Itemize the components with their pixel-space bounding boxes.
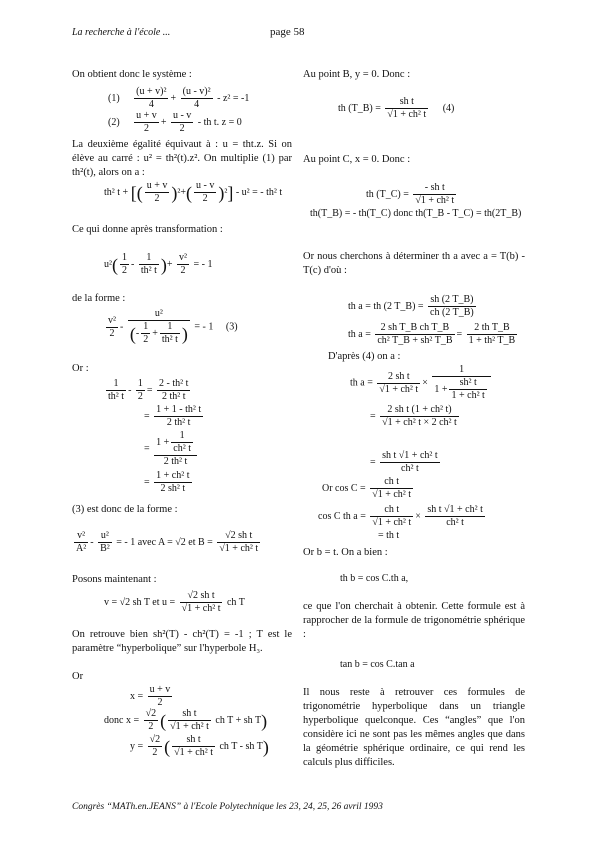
equation-2: (2) $\frac{u + v}{2}$ + $\frac{u - v}{2}$ - th t. z = 0 (108, 110, 242, 134)
equation-3: th² t + [( $\frac{u + v}{2}$ )²+( $\frac{u - v}{2}$ )²] - u² = - th² t (104, 180, 283, 204)
left-p3: Ce qui donne après transformation : (72, 224, 223, 235)
equation-a10: tan b = cos C.tan a (340, 659, 415, 670)
equation-a4: = $\frac{\text{2 sh t (1 + ch² t)}}{\text{√1 + ch² t × 2 ch² t}}$ (370, 404, 457, 428)
right-p5: Or b = t. On a bien : (303, 547, 388, 558)
left-p8: On retrouve bien sh²(T) - ch²(T) = -1 ; T est le paramètre “hyperbolique” sur l'hyperbole H₃. (72, 629, 292, 654)
equation-a7: cos C th a = $\frac{\text{ch t}}{\text{√1 + ch² t}}$ × $\frac{\text{sh t √1 + ch² t}}{\text{ch² t}}$ (318, 504, 483, 528)
equation-a5: = $\frac{\text{sh t √1 + ch² t}}{\text{ch² t}}$ (370, 450, 438, 474)
equation-a3: th a = $\frac{\text{2 sh t}}{\text{√1 + ch² t}}$ × 1 1 + $\frac{\text{sh² t}}{\text{1 + ch² t}}$ (350, 364, 493, 402)
equation-a9: th b = cos C.th a, (340, 573, 409, 584)
equation-a2: th a = $\frac{\text{2 sh T\_B ch T\_B}}{\text{ch² T\_B + sh² T\_B}}$ = $\frac{\text{2 th T\_B}}{\text{1 + th² T\_B}}$ (348, 322, 516, 346)
left-p4: de la forme : (72, 293, 126, 304)
equation-c: th (T_C) = $\frac{\text{- sh t}}{\text{√1 + ch² t}}$ (366, 182, 455, 206)
equation-11: y = $\frac{√2}{2}$ ( $\frac{\text{sh t}}{\text{√1 + ch² t}}$ ch T - sh T) (130, 734, 269, 758)
right-p7: Il nous reste à retrouver ces formules de trigonométrie hyperbolique dans un triangle hyperbolique quelconque. Ces “angles” que l'on considère ici ne sont pas les mêmes angles que dans la géométrie sphérique ordinaire, ce qui rend les calculs plus difficiles. (303, 687, 525, 768)
left-p9: Or (72, 671, 84, 682)
left-p1: On obtient donc le système : (72, 69, 192, 80)
right-p1: Au point B, y = 0. Donc : (303, 69, 411, 80)
header-left: La recherche à l'école ... (72, 27, 171, 38)
equation-6-line-2: = $\frac{\text{1 + 1 - th² t}}{\text{2 th² t}}$ (144, 404, 202, 428)
equation-a8: = th t (378, 530, 400, 541)
equation-c2: th(T_B) = - th(T_C) donc th(T_B - T_C) = th(2T_B) (310, 208, 522, 219)
equation-8: v = √2 sh T et u = $\frac{\text{√2 sh t}}{\text{√1 + ch² t}}$ ch T (104, 590, 245, 614)
right-p6: ce que l'on cherchait à obtenir. Cette formule est à rapprocher de la formule de trigonométrie sphérique : (303, 601, 525, 640)
right-p2: Au point C, x = 0. Donc : (303, 154, 411, 165)
equation-1: (1) $\frac{\text{(u + v)²}}{4}$ + $\frac{\text{(u - v)²}}{4}$ - z² = -1 (108, 86, 250, 110)
equation-5: $\frac{\text{v²}}{2}$ - u² (- $\frac{1}{2}$ + $\frac{1}{\text{th² t}}$ ) = - 1 (3) (108, 308, 238, 345)
equation-6-line-4: = $\frac{\text{1 + ch² t}}{\text{2 sh² t}}$ (144, 470, 190, 494)
equation-10: donc x = $\frac{√2}{2}$ ( $\frac{\text{sh t}}{\text{√1 + ch² t}}$ ch T + sh T) (104, 708, 268, 732)
left-p5: Or : (72, 363, 89, 374)
left-p2: La deuxième égalité équivaut à : u = tht.z. Si on élève au carré : u² = th²(t).z². On multiplie (1) par th²(t), alors on a : (72, 139, 292, 178)
left-p7: Posons maintenant : (72, 574, 157, 585)
footer: Congrès “MATh.en.JEANS” à l'Ecole Polytechnique les 23, 24, 25, 26 avril 1993 (72, 802, 383, 812)
equation-a6: Or cos C = $\frac{\text{ch t}}{\text{√1 + ch² t}}$ (322, 476, 412, 500)
equation-7: $\frac{\text{v²}}{\text{A²}}$ - $\frac{\text{u²}}{\text{B²}}$ = - 1 avec A = √2 et B = $\frac{\text{√2 sh t}}{\text{√1 + ch² t}}$ (76, 530, 259, 554)
right-p4: D'après (4) on a : (328, 351, 401, 362)
equation-6-line-1: $\frac{1}{\text{th² t}}$ - $\frac{1}{2}$ = $\frac{\text{2 - th² t}}{\text{2 th² t}}$ (108, 378, 189, 402)
left-p6: (3) est donc de la forme : (72, 504, 178, 515)
equation-9: x = $\frac{u + v}{2}$ (130, 684, 171, 708)
right-p3: Or nous cherchons à déterminer th a avec a = T(b) - T(c) d'où : (303, 251, 525, 276)
equation-6-line-3: = 1 + $\frac{1}{\text{ch² t}}$ 2 th² t (144, 430, 199, 468)
equation-4: u²( $\frac{1}{2}$ - $\frac{1}{\text{th² t}}$ )+ $\frac{\text{v²}}{2}$ = - 1 (104, 252, 213, 276)
equation-b: th (T_B) = $\frac{\text{sh t}}{\text{√1 + ch² t}}$ (4) (338, 96, 455, 120)
equation-a1: th a = th (2 T_B) = $\frac{sh (2 T\_B)}{ch (2 T\_B)}$ (348, 294, 474, 318)
page-number: page 58 (270, 26, 305, 38)
